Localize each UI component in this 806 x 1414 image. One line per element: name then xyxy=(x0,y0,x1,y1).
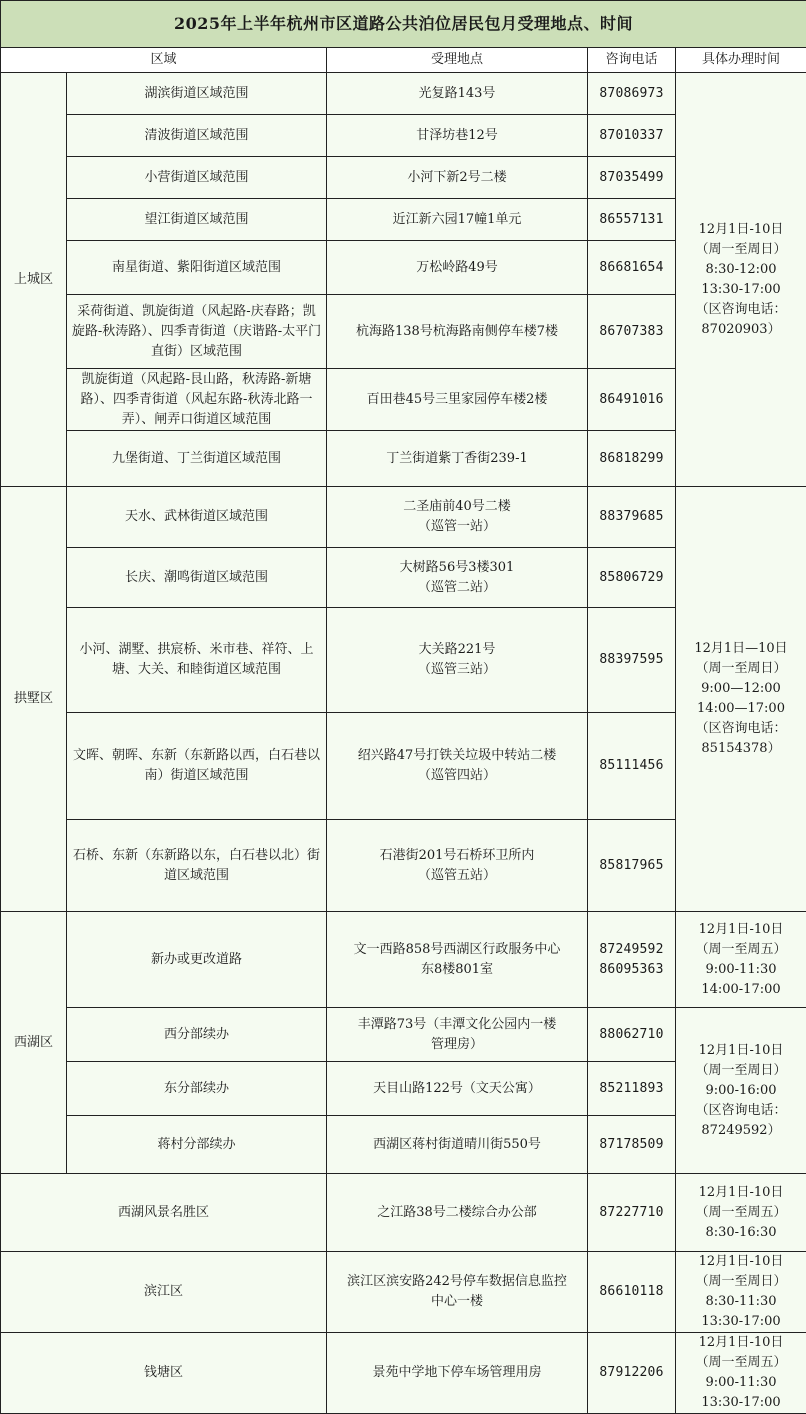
time-line: （周一至周日） xyxy=(695,1274,787,1289)
phone-number: 85111456 xyxy=(599,758,664,773)
time-line: （周一至周五） xyxy=(695,1355,787,1370)
district-name: 滨江区 xyxy=(1,1252,327,1333)
location-cell xyxy=(327,199,588,241)
area-text: 长庆、潮鸣街道区域范围 xyxy=(124,569,268,585)
time-cell xyxy=(676,912,806,1008)
location-line: 百田巷45号三里家园停车楼2楼 xyxy=(366,391,548,407)
phone-number: 87086973 xyxy=(599,85,664,101)
area-text: 南星街道、紫阳街道区域范围 xyxy=(111,259,281,275)
phone-cell xyxy=(588,1252,676,1333)
area-cell xyxy=(67,912,327,1008)
location-line: 万松岭路49号 xyxy=(416,259,498,275)
phone-number: 88379685 xyxy=(599,509,664,524)
area-cell xyxy=(67,1116,327,1174)
phone-number: 86610118 xyxy=(599,1284,664,1299)
area-cell xyxy=(67,431,327,487)
phone-cell xyxy=(588,73,676,115)
area-cell xyxy=(67,199,327,241)
time-line: 14:00—17:00 xyxy=(697,701,785,716)
location-line: （巡管四站） xyxy=(417,768,496,783)
area-text: 石桥、东新（东新路以东，白石巷以北）街道区域范围 xyxy=(72,847,320,883)
location-line: 景苑中学地下停车场管理用房 xyxy=(372,1365,542,1380)
time-line: （区咨询电话： xyxy=(695,301,787,317)
phone-cell xyxy=(588,157,676,199)
phone-cell xyxy=(588,487,676,548)
location-cell xyxy=(327,713,588,820)
header-time: 具体办理时间 xyxy=(676,48,806,73)
phone-cell xyxy=(588,820,676,912)
area-text: 小河、湖墅、拱宸桥、米市巷、祥符、上塘、大关、和睦街道区域范围 xyxy=(79,642,314,677)
location-line: 西湖区蒋村街道晴川街550号 xyxy=(373,1136,541,1152)
area-cell xyxy=(67,369,327,431)
area-cell xyxy=(67,548,327,608)
location-line: （巡管二站） xyxy=(417,579,496,595)
location-line: 丁兰街道紫丁香街239-1 xyxy=(386,450,528,466)
location-line: 大关路221号 xyxy=(418,642,496,657)
time-cell xyxy=(676,487,806,912)
location-line: 滨江区滨安路242号停车数据信息监控 xyxy=(347,1274,567,1289)
time-line: 12月1日-10日 xyxy=(698,221,784,237)
time-line: 13:30-17:00 xyxy=(701,281,781,297)
area-cell xyxy=(67,157,327,199)
district-name: 西湖风景名胜区 xyxy=(1,1174,327,1252)
time-line: 9:00-16:00 xyxy=(705,1082,777,1098)
location-line: 二圣庙前40号二楼 xyxy=(403,499,511,514)
area-text: 新办或更改道路 xyxy=(150,951,242,967)
location-line: 光复路143号 xyxy=(418,85,496,101)
page-title: 2025年上半年杭州市区道路公共泊位居民包月受理地点、时间 xyxy=(1,1,806,48)
location-cell xyxy=(327,1008,588,1062)
time-line: 14:00-17:00 xyxy=(701,981,781,997)
area-cell xyxy=(67,115,327,157)
phone-number: 87035499 xyxy=(599,169,664,185)
phone-number: 87249592 xyxy=(599,941,664,957)
table-row xyxy=(1,487,806,548)
header-phone: 咨询电话 xyxy=(588,48,676,73)
location-line: 小河下新2号二楼 xyxy=(407,169,507,185)
location-cell xyxy=(327,1062,588,1116)
phone-cell xyxy=(588,1062,676,1116)
phone-cell xyxy=(588,431,676,487)
phone-cell xyxy=(588,199,676,241)
phone-cell xyxy=(588,713,676,820)
time-line: 8:30-16:30 xyxy=(705,1224,777,1240)
header-location: 受理地点 xyxy=(327,48,588,73)
time-cell xyxy=(676,1333,806,1414)
time-line: 12月1日-10日 xyxy=(698,1335,784,1350)
time-line: 12月1日—10日 xyxy=(694,641,788,656)
area-cell xyxy=(67,73,327,115)
area-text: 文晖、朝晖、东新（东新路以西，白石巷以南）街道区域范围 xyxy=(72,748,320,783)
phone-number: 88397595 xyxy=(599,652,664,667)
phone-number: 85211893 xyxy=(599,1080,664,1096)
location-line: 之江路38号二楼综合办公部 xyxy=(377,1204,537,1220)
location-line: 甘泽坊巷12号 xyxy=(416,127,498,143)
time-line: 9:00-11:30 xyxy=(705,1375,777,1390)
location-line: 中心一楼 xyxy=(430,1294,483,1309)
phone-number: 86707383 xyxy=(599,323,664,339)
phone-number: 86681654 xyxy=(599,259,664,275)
area-text: 蒋村分部续办 xyxy=(157,1136,236,1152)
location-line: 管理房） xyxy=(430,1036,483,1052)
location-line: 丰潭路73号（丰潭文化公园内一楼 xyxy=(357,1016,557,1032)
area-text: 望江街道区域范围 xyxy=(144,211,249,227)
location-line: 文一西路858号西湖区行政服务中心 xyxy=(353,941,561,957)
phone-number: 88062710 xyxy=(599,1026,664,1042)
time-line: 9:00-11:30 xyxy=(705,961,777,977)
phone-cell xyxy=(588,1174,676,1252)
time-line: 13:30-17:00 xyxy=(701,1395,781,1410)
table-row xyxy=(1,912,806,1008)
time-line: （周一至周五） xyxy=(695,941,787,957)
phone-number: 85817965 xyxy=(599,857,664,873)
district-name: 拱墅区 xyxy=(1,487,67,912)
time-line: 8:30-11:30 xyxy=(705,1294,777,1309)
location-cell xyxy=(327,1252,588,1333)
phone-cell xyxy=(588,548,676,608)
table-row xyxy=(1,73,806,115)
area-text: 西分部续办 xyxy=(163,1026,229,1042)
location-cell xyxy=(327,431,588,487)
phone-cell xyxy=(588,912,676,1008)
location-cell xyxy=(327,820,588,912)
time-line: 8:30-12:00 xyxy=(705,261,777,277)
time-line: 12月1日-10日 xyxy=(698,921,784,937)
phone-number: 86491016 xyxy=(599,391,664,407)
phone-cell xyxy=(588,608,676,713)
location-cell xyxy=(327,548,588,608)
location-cell xyxy=(327,608,588,713)
phone-cell xyxy=(588,1116,676,1174)
location-cell xyxy=(327,241,588,295)
location-cell xyxy=(327,1116,588,1174)
table-row xyxy=(1,1252,806,1333)
table-row xyxy=(1,1008,806,1062)
location-line: 绍兴路47号打铁关垃圾中转站二楼 xyxy=(357,748,557,763)
area-cell xyxy=(67,241,327,295)
time-cell xyxy=(676,1252,806,1333)
area-cell xyxy=(67,608,327,713)
district-name: 钱塘区 xyxy=(1,1333,327,1414)
district-name: 西湖区 xyxy=(1,912,67,1174)
time-line: 12月1日-10日 xyxy=(698,1184,784,1200)
location-cell xyxy=(327,115,588,157)
header-area: 区域 xyxy=(1,48,327,73)
time-line: （区咨询电话： xyxy=(695,721,787,736)
area-cell xyxy=(67,295,327,369)
location-cell xyxy=(327,295,588,369)
area-cell xyxy=(67,1008,327,1062)
phone-number: 86095363 xyxy=(599,961,664,977)
phone-number: 86557131 xyxy=(599,211,664,227)
time-line: 87249592） xyxy=(701,1122,781,1138)
phone-cell xyxy=(588,1333,676,1414)
phone-cell xyxy=(588,295,676,369)
area-cell xyxy=(67,487,327,548)
area-text: 天水、武林街道区域范围 xyxy=(124,509,268,524)
time-line: 12月1日-10日 xyxy=(698,1042,784,1058)
time-line: （区咨询电话： xyxy=(695,1102,787,1118)
location-cell xyxy=(327,1333,588,1414)
area-text: 采荷街道、凯旋街道（风起路-庆春路；凯旋路-秋涛路）、四季青街道（庆谐路-太平门直街）区域范围 xyxy=(71,303,322,359)
area-cell xyxy=(67,1062,327,1116)
location-line: （巡管三站） xyxy=(417,662,496,677)
title-row xyxy=(1,1,806,48)
time-line: 85154378） xyxy=(701,741,781,756)
time-cell xyxy=(676,73,806,487)
area-text: 小营街道区域范围 xyxy=(144,169,249,185)
phone-number: 87227710 xyxy=(599,1204,664,1220)
time-line: 9:00—12:00 xyxy=(701,681,781,696)
time-line: （周一至周五） xyxy=(695,1204,787,1220)
location-cell xyxy=(327,157,588,199)
time-line: （周一至周日） xyxy=(695,1062,787,1078)
location-line: 天目山路122号（文天公寓） xyxy=(373,1080,541,1096)
time-line: （周一至周日） xyxy=(695,661,787,676)
time-cell xyxy=(676,1008,806,1174)
time-line: 12月1日-10日 xyxy=(698,1254,784,1269)
phone-cell xyxy=(588,115,676,157)
location-line: 杭海路138号杭海路南侧停车楼7楼 xyxy=(355,323,559,339)
phone-cell xyxy=(588,241,676,295)
location-cell xyxy=(327,487,588,548)
phone-cell xyxy=(588,1008,676,1062)
phone-number: 85806729 xyxy=(599,569,664,585)
location-line: （巡管五站） xyxy=(417,867,496,883)
location-cell xyxy=(327,1174,588,1252)
phone-number: 87010337 xyxy=(599,127,664,143)
phone-cell xyxy=(588,369,676,431)
time-line: 13:30-17:00 xyxy=(701,1314,781,1329)
location-line: （巡管一站） xyxy=(417,519,496,534)
time-cell xyxy=(676,1174,806,1252)
area-text: 东分部续办 xyxy=(163,1080,229,1096)
area-text: 凯旋街道（风起路-艮山路，秋涛路-新塘路）、四季青街道（风起东路-秋涛北路一弄）、闸弄口街道区域范围 xyxy=(80,371,313,427)
area-text: 清波街道区域范围 xyxy=(144,127,249,143)
district-name: 上城区 xyxy=(1,73,67,487)
location-line: 东8楼801室 xyxy=(420,961,494,977)
time-line: 87020903） xyxy=(701,321,781,337)
time-line: （周一至周日） xyxy=(695,241,787,257)
location-cell xyxy=(327,73,588,115)
header-row xyxy=(1,48,806,73)
table-row xyxy=(1,1174,806,1252)
phone-number: 87912206 xyxy=(599,1365,664,1380)
area-text: 九堡街道、丁兰街道区域范围 xyxy=(111,450,281,466)
location-cell xyxy=(327,369,588,431)
location-line: 近江新六园17幢1单元 xyxy=(392,211,522,227)
phone-number: 86818299 xyxy=(599,450,664,466)
phone-number: 87178509 xyxy=(599,1136,664,1152)
location-line: 石港街201号石桥环卫所内 xyxy=(379,847,535,863)
area-cell xyxy=(67,713,327,820)
area-cell xyxy=(67,820,327,912)
table-row xyxy=(1,1333,806,1414)
location-cell xyxy=(327,912,588,1008)
area-text: 湖滨街道区域范围 xyxy=(144,85,249,101)
location-line: 大树路56号3楼301 xyxy=(399,559,515,575)
